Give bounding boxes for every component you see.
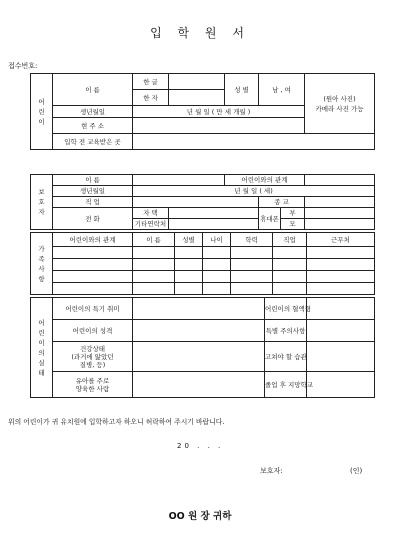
guardian-signature-label[interactable]: 보호자: — [260, 467, 283, 475]
health-label: 건강상태 (과거에 앓았던 질병, 등) — [53, 342, 133, 372]
guardian-mother-mobile-field[interactable] — [305, 219, 375, 230]
family-cell[interactable] — [231, 247, 273, 259]
guardian-job-field[interactable] — [133, 197, 259, 208]
family-cell[interactable] — [53, 247, 133, 259]
application-statement: 위의 어린이가 귀 유치원에 입학하고자 하오니 허락하여 주시기 바랍니다. — [8, 418, 225, 426]
guardian-mother-label: 모 — [281, 219, 305, 230]
guardian-religion-field[interactable] — [305, 197, 375, 208]
family-cell[interactable] — [203, 259, 231, 271]
family-cell[interactable] — [231, 259, 273, 271]
date-field[interactable]: 20 . . . — [177, 442, 224, 450]
family-header-education: 학력 — [231, 233, 273, 247]
family-cell[interactable] — [203, 247, 231, 259]
child-life-table — [30, 297, 375, 398]
child-photo-box[interactable] — [305, 74, 375, 134]
child-hanja-field[interactable] — [169, 90, 225, 106]
guardian-section-label: 보 호 자 — [31, 175, 53, 230]
family-header-gender: 성별 — [175, 233, 203, 247]
caregiver-label: 유아를 주로 양육한 사람 — [53, 372, 133, 398]
family-header-age: 나이 — [203, 233, 231, 247]
family-cell[interactable] — [175, 247, 203, 259]
addressee: OO 원 장 귀하 — [168, 511, 232, 522]
guardian-religion-label: 종 교 — [259, 197, 305, 208]
personality-field[interactable] — [133, 320, 265, 342]
family-cell[interactable] — [231, 283, 273, 295]
guardian-name-field[interactable] — [133, 175, 225, 186]
child-prev-edu-label: 입학 전 교육받은 곳 — [53, 134, 133, 150]
family-row — [31, 271, 375, 283]
family-cell[interactable] — [203, 271, 231, 283]
child-birth-field[interactable]: 년 월 일 ( 만 세 개월 ) — [133, 106, 305, 118]
family-cell[interactable] — [133, 271, 175, 283]
guardian-birth-label: 생년월일 — [53, 186, 133, 197]
guardian-father-label: 부 — [281, 208, 305, 219]
child-hangul-field[interactable] — [169, 74, 225, 90]
family-cell[interactable] — [307, 271, 375, 283]
family-cell[interactable] — [53, 271, 133, 283]
guardian-home-label: 자 택 — [133, 208, 169, 219]
family-cell[interactable] — [53, 259, 133, 271]
family-cell[interactable] — [175, 283, 203, 295]
family-cell[interactable] — [273, 247, 307, 259]
family-cell[interactable] — [273, 271, 307, 283]
blood-type-field[interactable] — [307, 298, 375, 320]
family-cell[interactable] — [133, 259, 175, 271]
school-label: 졸업 후 지망학교 — [265, 372, 307, 398]
child-name-label: 이 름 — [53, 74, 133, 106]
family-row — [31, 247, 375, 259]
guardian-father-mobile-field[interactable] — [305, 208, 375, 219]
guardian-home-field[interactable] — [169, 208, 259, 219]
family-cell[interactable] — [175, 259, 203, 271]
school-field[interactable] — [307, 372, 375, 398]
guardian-birth-field[interactable]: 년 월 일 ( 세) — [133, 186, 375, 197]
family-table — [30, 232, 375, 295]
habit-label: 고쳐야 할 습관 — [265, 342, 307, 372]
child-hanja-label: 한 자 — [133, 90, 169, 106]
family-header-job: 직업 — [273, 233, 307, 247]
child-address-field[interactable] — [133, 118, 305, 134]
guardian-other-contact-field[interactable] — [169, 219, 259, 230]
guardian-other-contact-label: 기타연락처 — [133, 219, 169, 230]
family-cell[interactable] — [53, 283, 133, 295]
family-header-relation: 어린이와의 관계 — [53, 233, 133, 247]
family-section-label: 가 족 사 항 — [31, 233, 53, 295]
family-cell[interactable] — [273, 283, 307, 295]
family-row — [31, 283, 375, 295]
child-info-table — [30, 73, 375, 150]
life-section-label: 어 린 이 의 실 태 — [31, 298, 53, 398]
family-cell[interactable] — [231, 271, 273, 283]
child-address-label: 현 주 소 — [53, 118, 133, 134]
family-row — [31, 259, 375, 271]
family-header-workplace: 근무처 — [307, 233, 375, 247]
photo-caption: (원아 사진) — [323, 94, 356, 103]
guardian-relation-field[interactable] — [305, 175, 375, 186]
guardian-mobile-label: 휴대폰 — [259, 208, 281, 230]
caution-field[interactable] — [307, 320, 375, 342]
page-title: 입 학 원 서 — [150, 26, 250, 40]
blood-type-label: 어린이의 혈액형 — [265, 298, 307, 320]
family-cell[interactable] — [133, 247, 175, 259]
child-gender-value[interactable]: 남 , 여 — [259, 74, 305, 106]
guardian-job-label: 직 업 — [53, 197, 133, 208]
family-cell[interactable] — [273, 259, 307, 271]
family-cell[interactable] — [133, 283, 175, 295]
hobby-label: 어린이의 특기 취미 — [53, 298, 133, 320]
family-header-name: 이 름 — [133, 233, 175, 247]
health-field[interactable] — [133, 342, 265, 372]
caregiver-field[interactable] — [133, 372, 265, 398]
family-cell[interactable] — [307, 247, 375, 259]
child-gender-label: 성 별 — [225, 74, 259, 106]
hobby-field[interactable] — [133, 298, 265, 320]
caution-label: 특별 주의사항 — [265, 320, 307, 342]
guardian-info-table — [30, 174, 375, 230]
guardian-phone-label: 전 화 — [53, 208, 133, 230]
family-cell[interactable] — [175, 271, 203, 283]
child-birth-label: 생년월일 — [53, 106, 133, 118]
photo-note: 카메라 사진 가능 — [315, 104, 364, 113]
guardian-name-label: 이 름 — [53, 175, 133, 186]
habit-field[interactable] — [307, 342, 375, 372]
child-section-label: 어 린 이 — [31, 74, 53, 150]
child-hangul-label: 한 글 — [133, 74, 169, 90]
receipt-number-label: 접수번호: — [8, 62, 38, 70]
child-prev-edu-field[interactable] — [133, 134, 375, 150]
family-cell[interactable] — [203, 283, 231, 295]
personality-label: 어린이의 성격 — [53, 320, 133, 342]
seal-mark: (인) — [350, 467, 363, 475]
family-cell[interactable] — [307, 259, 375, 271]
family-cell[interactable] — [307, 283, 375, 295]
guardian-relation-label: 어린이와의 관계 — [225, 175, 305, 186]
